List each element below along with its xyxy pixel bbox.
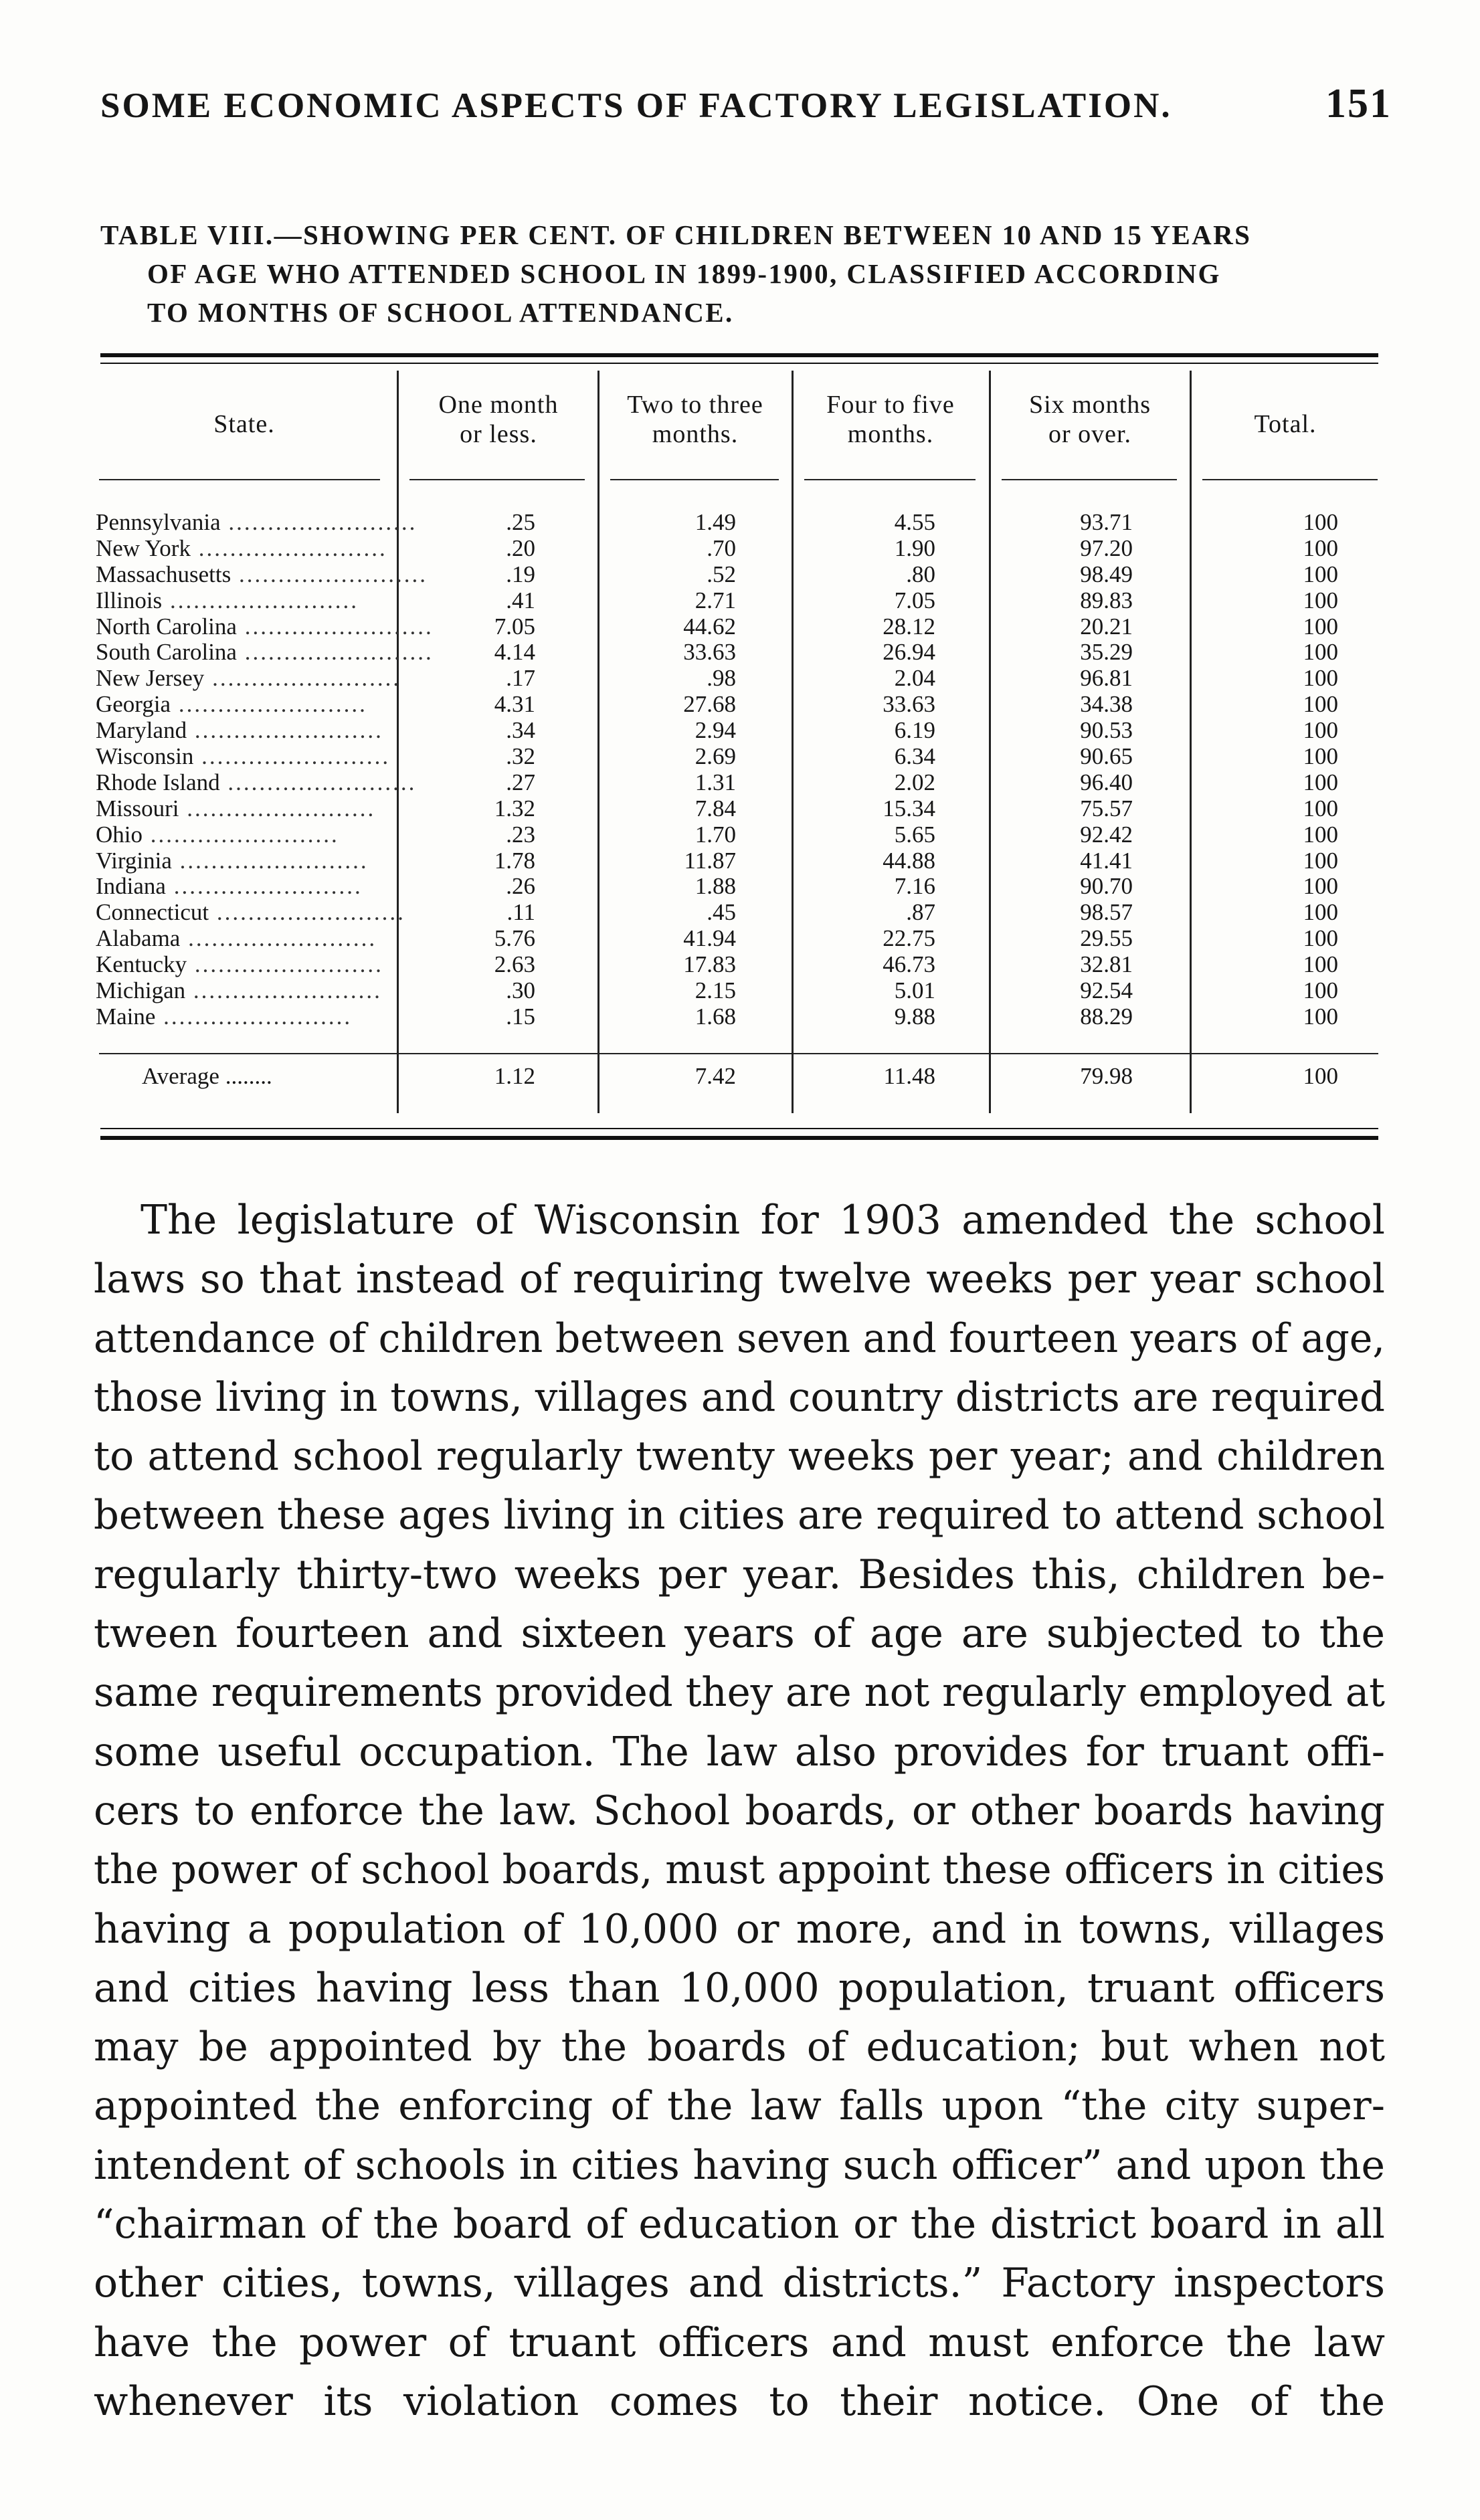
value-two-to-three: 27.68 bbox=[683, 691, 736, 718]
value-four-to-five: 7.16 bbox=[894, 873, 935, 900]
text-line: may be appointed by the boards of education; but when not bbox=[94, 2024, 1385, 2071]
value-four-to-five: 2.02 bbox=[894, 769, 935, 795]
value-total: 100 bbox=[1303, 873, 1338, 900]
state-name: Maine ........................ bbox=[96, 1003, 353, 1030]
value-four-to-five: 5.01 bbox=[894, 977, 935, 1004]
text-line: between these ages living in cities are required to attend school bbox=[94, 1492, 1385, 1539]
table-row bbox=[0, 692, 1480, 718]
table-row bbox=[0, 744, 1480, 770]
average-label: Average ........ bbox=[142, 1063, 272, 1089]
average-six-months: 79.98 bbox=[1080, 1063, 1133, 1089]
header-rule bbox=[1202, 479, 1378, 480]
text-line: same requirements provided they are not regularly employed at bbox=[94, 1669, 1385, 1717]
text-line: having a population of 10,000 or more, and in towns, villages bbox=[94, 1905, 1385, 1953]
header-rule bbox=[804, 479, 976, 480]
value-four-to-five: 26.94 bbox=[883, 639, 935, 666]
state-name: New Jersey ........................ bbox=[96, 665, 401, 692]
value-one-month: 4.31 bbox=[494, 691, 535, 718]
table-row bbox=[0, 588, 1480, 614]
value-four-to-five: 7.05 bbox=[894, 587, 935, 613]
text-line: The legislature of Wisconsin for 1903 amended the school bbox=[141, 1197, 1385, 1244]
value-one-month: 7.05 bbox=[494, 613, 535, 640]
text-line: laws so that instead of requiring twelve weeks per year school bbox=[94, 1256, 1385, 1303]
state-name: Connecticut ........................ bbox=[96, 899, 405, 926]
text-line: intendent of schools in cities having such officer” and upon the bbox=[94, 2141, 1385, 2189]
table-top-rule bbox=[100, 353, 1378, 364]
value-total: 100 bbox=[1303, 613, 1338, 640]
value-one-month: .15 bbox=[506, 1003, 535, 1030]
table-row bbox=[0, 536, 1480, 562]
text-line: other cities, towns, villages and districts.” Factory inspectors bbox=[94, 2260, 1385, 2307]
value-one-month: .20 bbox=[506, 535, 535, 561]
value-six-months: 20.21 bbox=[1080, 613, 1133, 640]
value-two-to-three: 1.70 bbox=[695, 821, 736, 848]
value-six-months: 98.57 bbox=[1080, 899, 1133, 926]
value-two-to-three: 44.62 bbox=[683, 613, 736, 640]
table-body bbox=[0, 510, 1480, 1030]
state-name: New York ........................ bbox=[96, 535, 387, 561]
caption-line: OF AGE WHO ATTENDED SCHOOL IN 1899-1900, CLASSIFIED ACCORDING bbox=[147, 258, 1221, 289]
value-four-to-five: 28.12 bbox=[883, 613, 935, 640]
value-one-month: 1.32 bbox=[494, 795, 535, 821]
value-six-months: 29.55 bbox=[1080, 925, 1133, 952]
value-two-to-three: 2.94 bbox=[695, 717, 736, 744]
value-total: 100 bbox=[1303, 1003, 1338, 1030]
header-rule bbox=[610, 479, 779, 480]
column-header-total: Total. bbox=[1254, 410, 1317, 438]
value-six-months: 98.49 bbox=[1080, 561, 1133, 587]
value-total: 100 bbox=[1303, 691, 1338, 718]
value-total: 100 bbox=[1303, 847, 1338, 874]
value-total: 100 bbox=[1303, 665, 1338, 692]
value-total: 100 bbox=[1303, 925, 1338, 952]
state-name: Pennsylvania ........................ bbox=[96, 509, 418, 535]
value-two-to-three: 2.71 bbox=[695, 587, 736, 613]
table-row bbox=[0, 822, 1480, 848]
table-row bbox=[0, 874, 1480, 900]
value-six-months: 34.38 bbox=[1080, 691, 1133, 718]
value-six-months: 92.54 bbox=[1080, 977, 1133, 1004]
value-one-month: .17 bbox=[506, 665, 535, 692]
value-four-to-five: 6.19 bbox=[894, 717, 935, 744]
state-name: Virginia ........................ bbox=[96, 847, 369, 874]
header-rule bbox=[99, 479, 380, 480]
text-line: regularly thirty-two weeks per year. Besides this, children be- bbox=[94, 1551, 1385, 1598]
value-total: 100 bbox=[1303, 509, 1338, 535]
state-name: Michigan ........................ bbox=[96, 977, 382, 1004]
value-one-month: .41 bbox=[506, 587, 535, 613]
value-total: 100 bbox=[1303, 951, 1338, 978]
value-total: 100 bbox=[1303, 977, 1338, 1004]
value-one-month: .19 bbox=[506, 561, 535, 587]
value-one-month: 4.14 bbox=[494, 639, 535, 666]
average-row bbox=[0, 1064, 1480, 1090]
value-six-months: 93.71 bbox=[1080, 509, 1133, 535]
table-row bbox=[0, 978, 1480, 1004]
value-two-to-three: 2.15 bbox=[695, 977, 736, 1004]
text-line: to attend school regularly twenty weeks per year; and children bbox=[94, 1433, 1385, 1480]
table-row bbox=[0, 1004, 1480, 1030]
text-line: cers to enforce the law. School boards, or other boards having bbox=[94, 1787, 1385, 1834]
value-one-month: .23 bbox=[506, 821, 535, 848]
value-total: 100 bbox=[1303, 821, 1338, 848]
value-six-months: 92.42 bbox=[1080, 821, 1133, 848]
value-one-month: 2.63 bbox=[494, 951, 535, 978]
text-line: those living in towns, villages and country districts are required bbox=[94, 1373, 1385, 1421]
value-four-to-five: 4.55 bbox=[894, 509, 935, 535]
value-two-to-three: 2.69 bbox=[695, 743, 736, 770]
value-two-to-three: .45 bbox=[707, 899, 736, 926]
table-row bbox=[0, 562, 1480, 588]
state-name: South Carolina ........................ bbox=[96, 639, 434, 666]
value-total: 100 bbox=[1303, 561, 1338, 587]
state-name: Massachusetts ........................ bbox=[96, 561, 428, 587]
value-total: 100 bbox=[1303, 535, 1338, 561]
value-four-to-five: 44.88 bbox=[883, 847, 935, 874]
value-two-to-three: 17.83 bbox=[683, 951, 736, 978]
value-six-months: 90.70 bbox=[1080, 873, 1133, 900]
value-two-to-three: 1.68 bbox=[695, 1003, 736, 1030]
value-six-months: 89.83 bbox=[1080, 587, 1133, 613]
state-name: Missouri ........................ bbox=[96, 795, 376, 821]
running-title: SOME ECONOMIC ASPECTS OF FACTORY LEGISLATION. bbox=[100, 86, 1172, 125]
table-bottom-rule bbox=[100, 1128, 1378, 1140]
value-one-month: .11 bbox=[506, 899, 535, 926]
average-one-month: 1.12 bbox=[494, 1063, 535, 1089]
table-row bbox=[0, 510, 1480, 536]
state-name: Ohio ........................ bbox=[96, 821, 339, 848]
text-line: “chairman of the board of education or the district board in all bbox=[94, 2201, 1385, 2248]
average-rule bbox=[99, 1053, 1378, 1054]
value-two-to-three: 33.63 bbox=[683, 639, 736, 666]
table-row bbox=[0, 718, 1480, 744]
value-one-month: .34 bbox=[506, 717, 535, 744]
value-total: 100 bbox=[1303, 743, 1338, 770]
body-paragraph bbox=[94, 1191, 1385, 2431]
value-six-months: 96.40 bbox=[1080, 769, 1133, 795]
column-header-two-to-three: Two to three months. bbox=[627, 391, 763, 448]
value-one-month: .26 bbox=[506, 873, 535, 900]
state-name: Rhode Island ........................ bbox=[96, 769, 417, 795]
table-row bbox=[0, 900, 1480, 926]
text-line: have the power of truant officers and must enforce the law bbox=[94, 2319, 1385, 2366]
table-row bbox=[0, 614, 1480, 640]
header-rule bbox=[409, 479, 585, 480]
value-four-to-five: 22.75 bbox=[883, 925, 935, 952]
value-six-months: 35.29 bbox=[1080, 639, 1133, 666]
state-name: Indiana ........................ bbox=[96, 873, 363, 900]
value-total: 100 bbox=[1303, 639, 1338, 666]
value-total: 100 bbox=[1303, 795, 1338, 821]
value-four-to-five: .80 bbox=[906, 561, 935, 587]
value-four-to-five: 6.34 bbox=[894, 743, 935, 770]
value-four-to-five: 2.04 bbox=[894, 665, 935, 692]
state-name: Georgia ........................ bbox=[96, 691, 367, 718]
value-one-month: .27 bbox=[506, 769, 535, 795]
table-row bbox=[0, 666, 1480, 692]
table-row bbox=[0, 926, 1480, 952]
text-line: whenever its violation comes to their notice. One of the bbox=[94, 2378, 1385, 2425]
state-name: Alabama ........................ bbox=[96, 925, 377, 952]
running-head bbox=[100, 80, 1392, 128]
value-four-to-five: 15.34 bbox=[883, 795, 935, 821]
value-six-months: 90.65 bbox=[1080, 743, 1133, 770]
table-row bbox=[0, 770, 1480, 796]
value-two-to-three: 7.84 bbox=[695, 795, 736, 821]
state-name: Illinois ........................ bbox=[96, 587, 359, 613]
value-two-to-three: .52 bbox=[707, 561, 736, 587]
text-line: some useful occupation. The law also provides for truant offi- bbox=[94, 1728, 1385, 1775]
text-line: the power of school boards, must appoint these officers in cities bbox=[94, 1846, 1385, 1894]
value-four-to-five: 9.88 bbox=[894, 1003, 935, 1030]
value-six-months: 75.57 bbox=[1080, 795, 1133, 821]
text-line: attendance of children between seven and fourteen years of age, bbox=[94, 1315, 1385, 1362]
value-total: 100 bbox=[1303, 717, 1338, 744]
value-six-months: 97.20 bbox=[1080, 535, 1133, 561]
caption-line: TABLE VIII.—SHOWING PER CENT. OF CHILDREN BETWEEN 10 AND 15 YEARS bbox=[100, 219, 1252, 250]
state-name: North Carolina ........................ bbox=[96, 613, 434, 640]
caption-line: TO MONTHS OF SCHOOL ATTENDANCE. bbox=[147, 297, 734, 328]
value-one-month: .32 bbox=[506, 743, 535, 770]
value-two-to-three: 11.87 bbox=[684, 847, 736, 874]
column-header-four-to-five: Four to five months. bbox=[826, 391, 955, 448]
table-row bbox=[0, 796, 1480, 822]
column-header-state: State. bbox=[213, 410, 275, 438]
text-line: tween fourteen and sixteen years of age are subjected to the bbox=[94, 1610, 1385, 1658]
column-header-one-month: One month or less. bbox=[438, 391, 559, 448]
value-two-to-three: 41.94 bbox=[683, 925, 736, 952]
value-four-to-five: 33.63 bbox=[883, 691, 935, 718]
value-four-to-five: 1.90 bbox=[894, 535, 935, 561]
value-one-month: .30 bbox=[506, 977, 535, 1004]
average-four-to-five: 11.48 bbox=[883, 1063, 935, 1089]
state-name: Wisconsin ........................ bbox=[96, 743, 391, 770]
value-four-to-five: 46.73 bbox=[883, 951, 935, 978]
value-two-to-three: .98 bbox=[707, 665, 736, 692]
value-six-months: 88.29 bbox=[1080, 1003, 1133, 1030]
table-row bbox=[0, 952, 1480, 978]
value-total: 100 bbox=[1303, 769, 1338, 795]
value-total: 100 bbox=[1303, 587, 1338, 613]
value-two-to-three: 1.31 bbox=[695, 769, 736, 795]
value-two-to-three: 1.88 bbox=[695, 873, 736, 900]
text-line: and cities having less than 10,000 population, truant officers bbox=[94, 1964, 1385, 2012]
table-caption bbox=[100, 215, 1385, 332]
average-two-to-three: 7.42 bbox=[695, 1063, 736, 1089]
value-six-months: 90.53 bbox=[1080, 717, 1133, 744]
value-four-to-five: 5.65 bbox=[894, 821, 935, 848]
value-four-to-five: .87 bbox=[906, 899, 935, 926]
value-two-to-three: 1.49 bbox=[695, 509, 736, 535]
state-name: Maryland ........................ bbox=[96, 717, 383, 744]
value-one-month: 1.78 bbox=[494, 847, 535, 874]
page-number: 151 bbox=[1325, 81, 1392, 126]
average-total: 100 bbox=[1303, 1063, 1338, 1089]
value-two-to-three: .70 bbox=[707, 535, 736, 561]
text-line: appointed the enforcing of the law falls upon “the city super- bbox=[94, 2082, 1385, 2130]
value-total: 100 bbox=[1303, 899, 1338, 926]
header-rule bbox=[1002, 479, 1177, 480]
value-six-months: 96.81 bbox=[1080, 665, 1133, 692]
value-six-months: 32.81 bbox=[1080, 951, 1133, 978]
value-one-month: .25 bbox=[506, 509, 535, 535]
state-name: Kentucky ........................ bbox=[96, 951, 383, 978]
value-one-month: 5.76 bbox=[494, 925, 535, 952]
value-six-months: 41.41 bbox=[1080, 847, 1133, 874]
table-row bbox=[0, 848, 1480, 874]
table-row bbox=[0, 640, 1480, 666]
column-header-six-months: Six months or over. bbox=[1028, 391, 1151, 448]
